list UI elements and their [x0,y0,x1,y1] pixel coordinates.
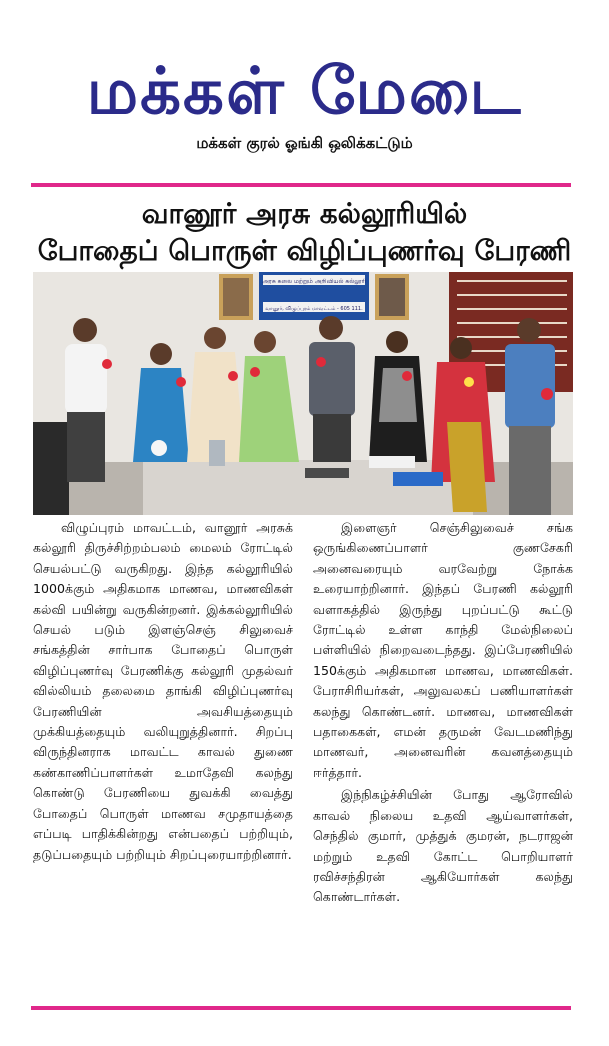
banner-title: அரசு கலை மற்றும் அறிவியல் கல்லூரி [262,278,366,285]
event-photo [33,272,573,515]
column-2-paragraph-2: இந்நிகழ்ச்சியின் போது ஆரோவில் காவல் நிலைய உதவி ஆய்வாளர்கள், செந்தில் குமார், முத்துக் குமரன், நடராஜன் மற்றும் உதவி கோட்ட பொறியாளர் ரவிச்சந்திரன் ஆகியோர்கள் கலந்து கொண்டார்கள். [313,787,573,905]
newspaper-title: மக்கள் மேடை [86,55,523,129]
article-column-2 [313,518,573,908]
newspaper-tagline: மக்கள் குரல் ஓங்கி ஒலிக்கட்டும் [196,134,413,152]
banner-address: வானூர், விழுப்புரம் மாவட்டம் - 605 111. [265,306,363,312]
article-body [33,518,573,908]
bottom-divider [31,1006,571,1010]
top-divider [31,183,571,187]
headline-line-1: வானூர் அரசு கல்லூரியில் [141,197,468,230]
article-headline [20,195,589,269]
article-column-1 [33,518,293,908]
person-8 [505,318,555,515]
column-1-paragraph-1: விழுப்புரம் மாவட்டம், வானூர் அரசுக் கல்லூரி திருச்சிற்றம்பலம் மைலம் ரோட்டில் செயல்பட்டு வருகிறது. இந்த கல்லூரியில் 1000க்கும் அதிகமாக மாணவ, மாணவிகள் கல்வி பயின்று வருகின்றனர். இக்கல்லூரியில் செயல் படும் இளஞ்செஞ் சிலுவைச் சங்கத்தின் சார்பாக போதைப் பொருள் விழிப்புணர்வு பேரணிக்கு கல்லூரி முதல்வர் வில்லியம் தலைமை தாங்கி விழிப்புணர்வு பேரணியின் அவசியத்தையும் முக்கியத்தையும் வலியுறுத்தினார். சிறப்பு விருந்தினராக மாவட்ட காவல் துணை கண்காணிப்பாளர்கள் உமாதேவி கலந்து கொண்டு பேரணியை துவக்கி வைத்து போதைப் பொருள் மாணவ சமுதாயத்தை எப்படி பாதிக்கின்றது என்பதைப் பற்றியும், தடுப்பதையும் பற்றியும் சிறப்புரையாற்றினார். [33,520,293,862]
headline-line-2: போதைப் பொருள் விழிப்புணர்வு பேரணி [37,234,572,267]
column-2-paragraph-1: இளைஞர் செஞ்சிலுவைச் சங்க ஒருங்கிணைப்பாளர் குணசேகரி அனைவரையும் வரவேற்று நோக்க உரையாற்றினார். இந்தப் பேரணி கல்லூரி வளாகத்தில் இருந்து புறப்பட்டு கூட்டு ரோட்டில் உள்ள காந்தி மேல்நிலைப் பள்ளியில் நிறைவடைந்தது. இப்பேரணியில் 150க்கும் அதிகமான மாணவ, மாணவிகள். பேராசிரியர்கள், அலுவலகப் பணியாளர்கள் கலந்து கொண்டனர். மாணவ, மாணவிகள் பதாகைகள், எமன் தருமன் வேடமணிந்து மாணவர், அனைவரின் கவனத்தையும் ஈர்த்தார். [313,520,573,780]
masthead [0,52,609,154]
